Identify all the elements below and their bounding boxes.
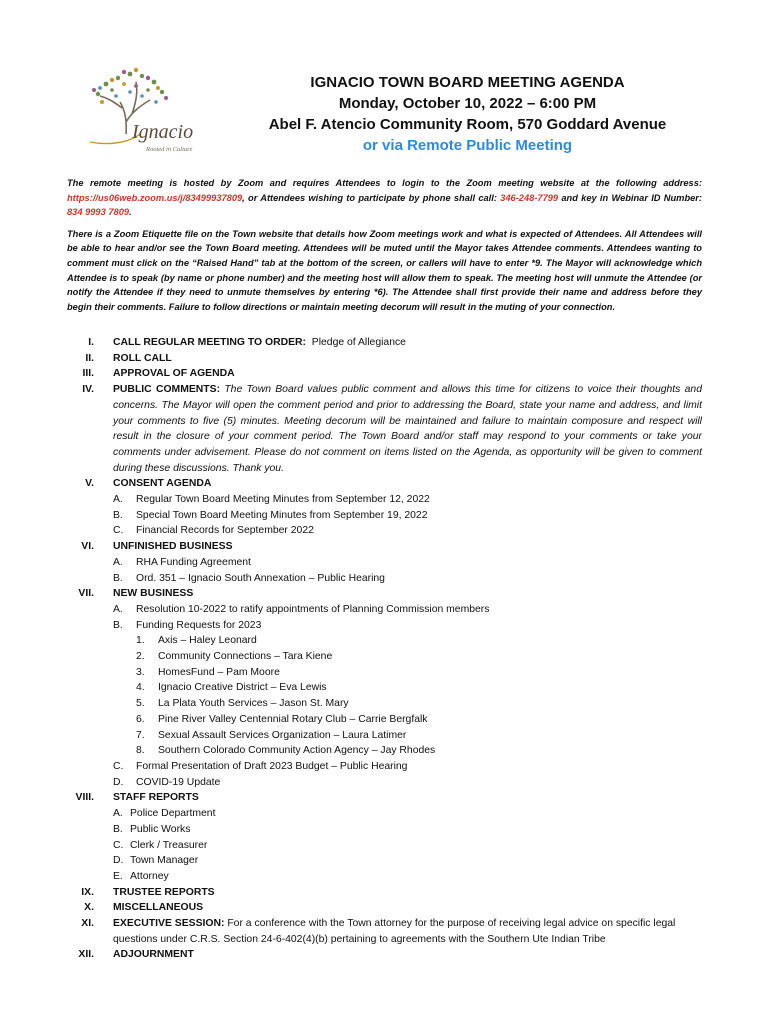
webinar-id: 834 9993 7809 (67, 207, 130, 218)
list-item: C. Formal Presentation of Draft 2023 Budget – Public Hearing (113, 760, 408, 772)
agenda-item-xii: XII. ADJOURNMENT (78, 949, 194, 961)
agenda-title: IGNACIO TOWN BOARD MEETING AGENDA (310, 74, 625, 91)
ignacio-logo (70, 62, 210, 154)
agenda-item-ii: II. ROLL CALL (85, 352, 172, 364)
zoom-etiquette-paragraph: There is a Zoom Etiquette file on the Town website that details how Zoom meetings work and what is expected of Attendees. All Attendees will be able to hear and/or see the Town Board meeting. Attendees will be muted until the Mayor takes Attendee comments. Attendees wanting to comment must click on the “Raised Hand” tab at the bottom of the screen, or callers will have to enter *9. The Mayor will acknowledge which Attendee is to speak (by name or phone number) and the meeting host will allow them to speak. The meeting host will unmute the Attendee (or notify the Attendee if they need to unmute themselves by entering *6). The Attendee shall first provide their name and address before they begin their comments. Failure to follow directions or maintain meeting decorum will result in the muting of your connection. (67, 228, 702, 312)
list-item: B. Ord. 351 – Ignacio South Annexation – Public Hearing (113, 572, 385, 584)
list-item: A. Resolution 10-2022 to ratify appointments of Planning Commission members (113, 603, 490, 615)
list-item: D. Town Manager (113, 855, 199, 867)
logo-name: Ignacio (132, 121, 194, 143)
funding-request-item: 2. Community Connections – Tara Kiene (136, 651, 333, 663)
agenda-item-vi: VI. UNFINISHED BUSINESS A. RHA Funding Agreement B. Ord. 351 – Ignacio South Annexation – Public Hearing (60, 539, 702, 586)
agenda-item-x: X. MISCELLANEOUS (84, 902, 204, 914)
funding-request-item: 4. Ignacio Creative District – Eva Lewis (136, 682, 327, 694)
agenda-item-iv: IV. PUBLIC COMMENTS: The Town Board values public comment and allows this time for citizens to voice their thoughts and concerns. The Mayor will open the comment period and prior to addressing the Board, state your name and address, and limit your comments to five (5) minutes. Meeting decorum will be maintained and failure to maintain composure and respect will result in the closure of your comment period. The Town Board and/or staff may respond to your comments or take your comments under advisement. Please do not comment on items listed on the Agenda, as opportunity will be given to comment during these discussions. Thank you. (82, 384, 702, 474)
list-item: A. Regular Town Board Meeting Minutes from September 12, 2022 (113, 494, 430, 506)
agenda-list (60, 335, 702, 963)
list-item: A. RHA Funding Agreement (113, 556, 251, 568)
list-item: E. Attorney (113, 870, 169, 882)
meeting-location: Abel F. Atencio Community Room, 570 Goddard Avenue (268, 116, 667, 133)
remote-meeting-instructions (67, 176, 702, 321)
agenda-item-viii: VIII. STAFF REPORTS A. Police Department B. Public Works C. Clerk / Treasurer D. Town Manager E. Attorney (60, 790, 702, 884)
zoom-link[interactable]: https://us06web.zoom.us/j/83499937809 (67, 192, 243, 203)
list-item: A. Police Department (113, 808, 216, 820)
agenda-item-v: V. CONSENT AGENDA A. Regular Town Board Meeting Minutes from September 12, 2022 B. Special Town Board Meeting Minutes from September 19, 2022 C. Financial Records for September 2022 (60, 476, 702, 539)
list-item: C. Clerk / Treasurer (113, 839, 208, 851)
funding-request-item: 1. Axis – Haley Leonard (136, 635, 257, 647)
funding-request-item: 7. Sexual Assault Services Organization – Laura Latimer (136, 729, 407, 741)
funding-request-item: 5. La Plata Youth Services – Jason St. Mary (136, 698, 349, 710)
agenda-item-vii: VII. NEW BUSINESS A. Resolution 10-2022 to ratify appointments of Planning Commission members B. Funding Requests for 2023 1. Axis – Haley Leonard 2. Community Connections – Tara Kiene 3. HomesFund – Pam Moore 4. Ignacio Creative District – Eva Lewis 5. La Plata Youth Services – Jason St. Mary 6. Pine River Valley Centennial Rotary Club – Carrie Bergfalk 7. Sexual Assault Services Organization – Laura Latimer 8. Southern Colorado Community Action Agency – Jay Rhodes C. Formal Presentation of Draft 2023 Budget – Public Hearing D. COVID-19 Update (60, 586, 702, 790)
agenda-item-ix: IX. TRUSTEE REPORTS (81, 886, 215, 898)
agenda-item-xi: XI. EXECUTIVE SESSION: For a conference with the Town attorney for the purpose of receiving legal advice on specific legal questions under C.R.S. Section 24-6-402(4)(b) pertaining to agreements with the Southern Ute Indian Tribe (81, 918, 676, 945)
list-item: B. Public Works (113, 823, 191, 835)
list-item: D. COVID-19 Update (113, 776, 221, 788)
agenda-item-i: I. CALL REGULAR MEETING TO ORDER: Pledge of Allegiance (88, 337, 406, 348)
list-item: C. Financial Records for September 2022 (113, 525, 314, 537)
agenda-header (225, 72, 710, 156)
list-item: B. Special Town Board Meeting Minutes from September 19, 2022 (113, 509, 428, 521)
agenda-item-iii: III. APPROVAL OF AGENDA (82, 368, 235, 380)
logo-tagline: Rooted in Culture (146, 146, 193, 153)
funding-request-item: 3. HomesFund – Pam Moore (136, 666, 280, 678)
funding-request-item: 8. Southern Colorado Community Action Agency – Jay Rhodes (136, 745, 436, 757)
funding-request-item: 6. Pine River Valley Centennial Rotary Club – Carrie Bergfalk (136, 713, 428, 725)
list-item: B. Funding Requests for 2023 (113, 619, 262, 631)
meeting-date: Monday, October 10, 2022 – 6:00 PM (338, 95, 597, 112)
zoom-info-paragraph: The remote meeting is hosted by Zoom and requires Attendees to login to the Zoom meeting website at the following address: https://us06web.zoom.us/j/83499937809, or Attendees wishing to participate by phone shall call: 346-248-7799 and key in Webinar ID Number: 834 9993 7809. (67, 178, 703, 218)
phone-number: 346-248-7799 (500, 192, 559, 203)
remote-meeting-line: or via Remote Public Meeting (362, 137, 573, 154)
